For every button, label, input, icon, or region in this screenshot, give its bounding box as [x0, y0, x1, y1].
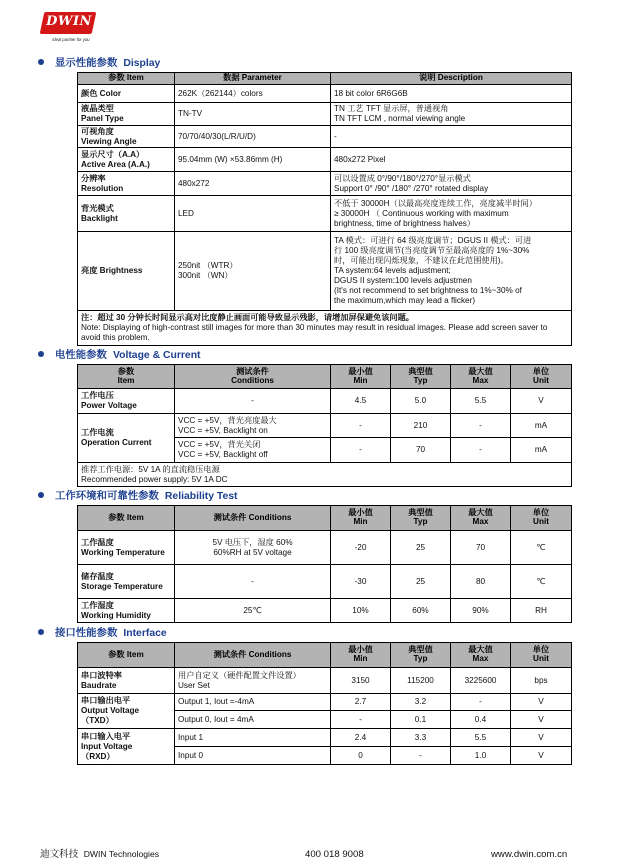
desc-cell: 可以设置成 0°/90°/180°/270°显示模式 Support 0° /90° /180° /270° rotated display [331, 172, 572, 196]
bullet-icon [38, 351, 44, 357]
table-row [78, 531, 572, 565]
max-cell: 3225600 [451, 668, 511, 694]
typ-cell: 115200 [391, 668, 451, 694]
note-cell: 推荐工作电源：5V 1A 的直流稳压电源 Recommended power supply: 5V 1A DC [78, 463, 572, 487]
item-cell: 串口输出电平 Output Voltage （TXD） [78, 694, 175, 729]
typ-cell: 210 [391, 414, 451, 438]
item-cell: 可视角度 Viewing Angle [78, 126, 175, 148]
reliability-table [77, 505, 572, 623]
table-row [78, 694, 572, 711]
logo-text: DWIN [46, 14, 92, 29]
col-header-conditions: 测试条件 Conditions [175, 643, 331, 668]
min-cell: - [331, 711, 391, 729]
item-cell: 工作温度 Working Temperature [78, 531, 175, 565]
min-cell: 2.7 [331, 694, 391, 711]
max-cell: 0.4 [451, 711, 511, 729]
voltage-table [77, 364, 572, 487]
col-header-typ: 典型值 Typ [391, 643, 451, 668]
item-cell: 分辨率 Resolution [78, 172, 175, 196]
item-cell: 串口波特率 Baudrate [78, 668, 175, 694]
min-cell: 2.4 [331, 729, 391, 747]
unit-cell: ℃ [511, 565, 572, 599]
item-cell: 工作电流 Operation Current [78, 414, 175, 463]
table-header-row [78, 506, 572, 531]
cond-cell: 用户自定义（硬件配置文件设置） User Set [175, 668, 331, 694]
col-header-description: 说明 Description [331, 73, 572, 85]
table-row [78, 196, 572, 232]
col-header-conditions: 测试条件 Conditions [175, 506, 331, 531]
min-cell: 4.5 [331, 389, 391, 414]
col-header-unit: 单位 Unit [511, 506, 572, 531]
unit-cell: mA [511, 414, 572, 438]
typ-cell: 5.0 [391, 389, 451, 414]
col-header-item: 参数 Item [78, 365, 175, 389]
note-cell: 注：超过 30 分钟长时间显示高对比度静止画面可能导致显示残影，请增加屏保避免该问题。 Note: Displaying of high-contrast still images for more than 30 minutes may result in residual images. Please add screen saver to avoid this problem. [78, 311, 572, 346]
min-cell: 0 [331, 747, 391, 765]
table-row [78, 668, 572, 694]
min-cell: - [331, 438, 391, 463]
cond-cell: 25℃ [175, 599, 331, 623]
table-row [78, 729, 572, 747]
table-row [78, 148, 572, 172]
col-header-max: 最大值 Max [451, 365, 511, 389]
typ-cell: - [391, 747, 451, 765]
cond-cell: - [175, 565, 331, 599]
desc-cell: 不低于 30000H（以最高亮度连续工作，亮度减半时间） ≥ 30000H （ Continuous working with maximum brightness, time of brightness halves） [331, 196, 572, 232]
item-cell: 工作电压 Power Voltage [78, 389, 175, 414]
typ-cell: 25 [391, 565, 451, 599]
section-title-display: 显示性能参数 Display [38, 58, 160, 71]
item-cell: 液晶类型 Panel Type [78, 103, 175, 126]
col-header-min: 最小值 Min [331, 365, 391, 389]
max-cell: 80 [451, 565, 511, 599]
note-row [78, 311, 572, 346]
col-header-typ: 典型值 Typ [391, 365, 451, 389]
typ-cell: 3.2 [391, 694, 451, 711]
table-row [78, 172, 572, 196]
display-table [77, 72, 572, 346]
max-cell: 70 [451, 531, 511, 565]
col-header-typ: 典型值 Typ [391, 506, 451, 531]
cond-cell: Output 0, Iout = 4mA [175, 711, 331, 729]
table-header-row [78, 73, 572, 85]
param-cell: LED [175, 196, 331, 232]
section-title-voltage: 电性能参数 Voltage & Current [38, 350, 201, 363]
max-cell: 5.5 [451, 389, 511, 414]
typ-cell: 60% [391, 599, 451, 623]
max-cell: - [451, 694, 511, 711]
item-cell: 亮度 Brightness [78, 232, 175, 311]
table-row [78, 389, 572, 414]
param-cell: 70/70/40/30(L/R/U/D) [175, 126, 331, 148]
max-cell: 5.5 [451, 729, 511, 747]
min-cell: 3150 [331, 668, 391, 694]
col-header-unit: 单位 Unit [511, 365, 572, 389]
bullet-icon [38, 629, 44, 635]
cond-cell: VCC = +5V，背光关闭 VCC = +5V, Backlight off [175, 438, 331, 463]
cond-cell: Input 1 [175, 729, 331, 747]
table-header-row [78, 365, 572, 389]
cond-cell: Input 0 [175, 747, 331, 765]
col-header-conditions: 测试条件 Conditions [175, 365, 331, 389]
param-cell: 95.04mm (W) ×53.86mm (H) [175, 148, 331, 172]
col-header-item: 参数 Item [78, 506, 175, 531]
unit-cell: mA [511, 438, 572, 463]
typ-cell: 25 [391, 531, 451, 565]
table-row [78, 103, 572, 126]
min-cell: - [331, 414, 391, 438]
col-header-item: 参数 Item [78, 643, 175, 668]
cond-cell: - [175, 389, 331, 414]
note-row [78, 463, 572, 487]
table-row [78, 232, 572, 311]
col-header-min: 最小值 Min [331, 643, 391, 668]
item-cell: 串口输入电平 Input Voltage （RXD） [78, 729, 175, 765]
item-cell: 工作湿度 Working Humidity [78, 599, 175, 623]
typ-cell: 0.1 [391, 711, 451, 729]
max-cell: 1.0 [451, 747, 511, 765]
unit-cell: bps [511, 668, 572, 694]
logo-tagline: ideal partner for you [52, 37, 90, 42]
table-header-row [78, 643, 572, 668]
col-header-parameter: 数据 Parameter [175, 73, 331, 85]
col-header-max: 最大值 Max [451, 643, 511, 668]
table-row [78, 414, 572, 438]
unit-cell: V [511, 747, 572, 765]
min-cell: 10% [331, 599, 391, 623]
cond-cell: VCC = +5V，背光亮度最大 VCC = +5V, Backlight on [175, 414, 331, 438]
col-header-item: 参数 Item [78, 73, 175, 85]
typ-cell: 70 [391, 438, 451, 463]
min-cell: -30 [331, 565, 391, 599]
bullet-icon [38, 59, 44, 65]
param-cell: TN-TV [175, 103, 331, 126]
typ-cell: 3.3 [391, 729, 451, 747]
footer-phone: 400 018 9008 [305, 849, 364, 860]
col-header-min: 最小值 Min [331, 506, 391, 531]
max-cell: - [451, 414, 511, 438]
desc-cell: 480x272 Pixel [331, 148, 572, 172]
min-cell: -20 [331, 531, 391, 565]
col-header-unit: 单位 Unit [511, 643, 572, 668]
desc-cell: TN 工艺 TFT 显示屏，普通视角 TN TFT LCM , normal viewing angle [331, 103, 572, 126]
desc-cell: - [331, 126, 572, 148]
unit-cell: V [511, 711, 572, 729]
cond-cell: 5V 电压下，湿度 60% 60%RH at 5V voltage [175, 531, 331, 565]
unit-cell: ℃ [511, 531, 572, 565]
table-row [78, 565, 572, 599]
table-row [78, 85, 572, 103]
section-title-interface: 接口性能参数 Interface [38, 628, 167, 641]
unit-cell: V [511, 729, 572, 747]
desc-cell: 18 bit color 6R6G6B [331, 85, 572, 103]
item-cell: 背光模式 Backlight [78, 196, 175, 232]
item-cell: 颜色 Color [78, 85, 175, 103]
item-cell: 显示尺寸（A.A） Active Area (A.A.) [78, 148, 175, 172]
max-cell: 90% [451, 599, 511, 623]
section-title-reliability: 工作环境和可靠性参数 Reliability Test [38, 491, 237, 504]
interface-table [77, 642, 572, 765]
item-cell: 储存温度 Storage Temperature [78, 565, 175, 599]
max-cell: - [451, 438, 511, 463]
dwin-logo [38, 10, 96, 48]
table-row [78, 599, 572, 623]
unit-cell: RH [511, 599, 572, 623]
bullet-icon [38, 492, 44, 498]
desc-cell: TA 模式：可进行 64 级亮度调节；DGUS II 模式：可进 行 100 级亮度调节(当亮度调节至最高亮度的 1%~30% 时，可能出现闪烁现象，不建议在此范围使用)。 TA system:64 levels adjustment; DGUS II system:100 levels adjustmen (It's not recommend to set brightness to 1%~30% of the maximum,which may lead a flicker) [331, 232, 572, 311]
param-cell: 480x272 [175, 172, 331, 196]
unit-cell: V [511, 389, 572, 414]
param-cell: 262K（262144）colors [175, 85, 331, 103]
footer-company: 迪文科技 DWIN Technologies [40, 849, 160, 860]
col-header-max: 最大值 Max [451, 506, 511, 531]
unit-cell: V [511, 694, 572, 711]
cond-cell: Output 1, Iout =-4mA [175, 694, 331, 711]
table-row [78, 126, 572, 148]
param-cell: 250nit （WTR） 300nit （WN） [175, 232, 331, 311]
footer-website[interactable]: www.dwin.com.cn [491, 849, 568, 860]
